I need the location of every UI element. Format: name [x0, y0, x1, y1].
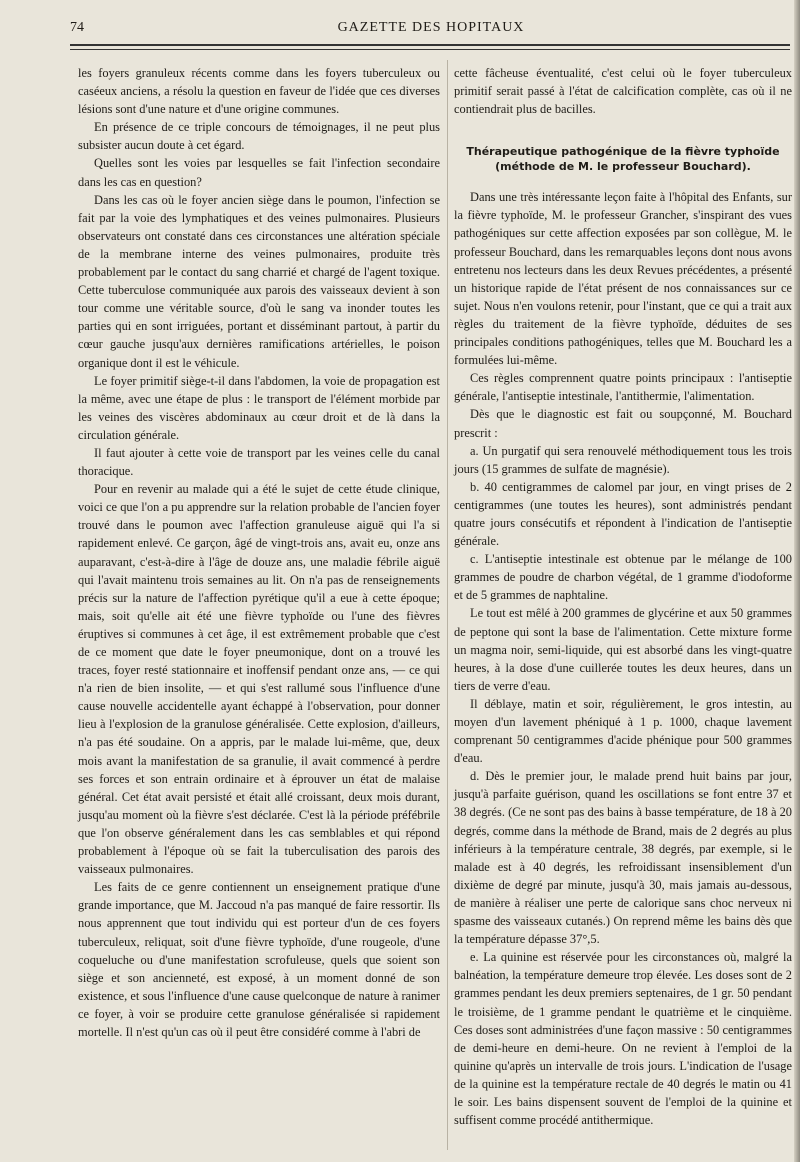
right-column [454, 64, 792, 1129]
paragraph: Pour en revenir au malade qui a été le sujet de cette étude clinique, voici ce que l'on a pu apprendre sur la relation probable de l'ancien foyer trouvé dans le poumon avec l'affection granuleuse aiguë qui l'a si rapidement enlevé. Ce garçon, âgé de vingt-trois ans, avait eu, onze ans auparavant, c'est-à-dire à l'âge de douze ans, une maladie fébrile aiguë qui l'avait maintenu trois semaines au lit. On n'a pas de renseignements précis sur la nature de l'affection pyrétique qu'il a eue à cette époque; mais, soit qu'elle ait été une fièvre typhoïde ou l'une des fièvres éruptives si communes à cet âge, il est extrêmement probable que c'est de ce moment que date le foyer pneumonique, dont on a trouvé les traces, foyer resté stationnaire et inoffensif pendant onze ans, — ce qui n'a rien de bien insolite, — et qui s'est rallumé sous l'influence d'une cause nouvelle accidentelle ayant échappé à l'observation, pour donner lieu à l'explosion de la granulose généralisée. Cette explosion, d'ailleurs, n'a pas été soudaine. On a appris, par le malade lui-même, que, deux mois avant la manifestation de sa granulie, il avait commencé à perdre ses forces et son entrain ordinaire et à éprouver un état de malaise général. Cet état avait persisté et était allé croissant, deux mois durant, jusqu'au moment où la fièvre s'est déclarée. C'est là la période préfébrile que l'on observe généralement dans les cas semblables et qui répond probablement à l'époque où se fait la tuberculisation des parois des vaisseaux pulmonaires. [78, 482, 440, 877]
publication-title: GAZETTE DES HOPITAUX [337, 20, 525, 35]
paragraph: Le tout est mêlé à 200 grammes de glycérine et aux 50 grammes de peptone qui sont la base de l'alimentation. Cette mixture forme un magma noir, semi-liquide, qui est absorbé dans les vingt-quatre heures, à la dose d'une cuillerée toutes les deux heures, dans un tiers de verre d'eau. [454, 606, 792, 693]
paragraph: Il faut ajouter à cette voie de transport par les veines celle du canal thoracique. [78, 445, 440, 479]
section-title [454, 144, 792, 174]
paragraph: les foyers granuleux récents comme dans les foyers tuberculeux ou caséeux anciens, a résolu la question en faveur de l'idée que ces diverses lésions sont d'une nature et d'une origine communes. [78, 66, 440, 117]
paragraph: En présence de ce triple concours de témoignages, il ne peut plus subsister aucun doute à cet égard. [78, 120, 440, 153]
paragraph: Dès que le diagnostic est fait ou soupçonné, M. Bouchard prescrit : [454, 407, 792, 440]
paragraph: Il déblaye, matin et soir, régulièrement, le gros intestin, au moyen d'un lavement phéniqué à 1 p. 1000, chaque lavement comprenant 50 centigrammes d'acide phénique pour 500 grammes d'eau. [454, 696, 792, 766]
column-divider [447, 60, 448, 1150]
paragraph: Ces règles comprennent quatre points principaux : l'antiseptie générale, l'antiseptie intestinale, l'antithermie, l'alimentation. [454, 371, 792, 404]
paragraph: cette fâcheuse éventualité, c'est celui où le foyer tuberculeux primitif serait passé à l'état de calcification complète, cas où il ne contiendrait plus de bacilles. [454, 66, 792, 117]
page-binding-edge [794, 0, 800, 1162]
paragraph: Le foyer primitif siège-t-il dans l'abdomen, la voie de propagation est la même, avec une étape de plus : le transport de l'élément morbide par les veines des viscères abdominaux au cœur droit et de là dans la circulation générale. [78, 373, 440, 442]
header-rule [70, 44, 790, 46]
page-header [70, 14, 792, 42]
paragraph: Dans les cas où le foyer ancien siège dans le poumon, l'infection se fait par la voie des lymphatiques et des veines pulmonaires. Plusieurs observateurs ont constaté dans ces circonstances une altération spéciale de la membrane interne des veines pulmonaires, produite très probablement par le contact du sang charrié et chargé de l'agent toxique. Cette tuberculose communiquée aux parois des vaisseaux devient à son tour comme une véritable source, d'où le sang va inonder toutes les parties qui en sont irriguées, portant et disséminant partout, à partir du cœur gauche jusqu'aux dernières ramifications artérielles, le poison organique dont il est le véhicule. [78, 192, 440, 370]
paragraph: Les faits de ce genre contiennent un enseignement pratique d'une grande importance, que M. Jaccoud n'a pas manqué de faire ressortir. Ils nous apprennent que tout individu qui est porteur d'un de ces foyers tuberculeux, reliquat, soit d'une fièvre typhoïde, d'une rougeole, d'une coqueluche ou d'une manifestation scrofuleuse, quels que soient son siège et son ancienneté, est exposé, à un moment donné de son existence, et sous l'influence d'une cause quelconque de nature à ranimer ce foyer, à voir se produire cette granulose généralisée si rapidement mortelle. Il n'est qu'un cas où il peut être considéré comme à l'abri de [78, 880, 440, 1039]
paragraph: c. L'antiseptie intestinale est obtenue par le mélange de 100 grammes de poudre de charbon végétal, de 1 gramme d'iodoforme et de 5 grammes de naphtaline. [454, 552, 792, 603]
section-subtitle: (méthode de M. le professeur Bouchard). [495, 160, 751, 174]
paragraph: Quelles sont les voies par lesquelles se fait l'infection secondaire dans les cas en question? [78, 156, 440, 189]
header-rule-thin [70, 49, 790, 50]
paragraph: a. Un purgatif qui sera renouvelé méthodiquement tous les trois jours (15 grammes de sulfate de magnésie). [454, 443, 792, 476]
paragraph: e. La quinine est réservée pour les circonstances où, malgré la balnéation, la température demeure trop élevée. Les doses sont de 2 grammes pendant les deux premiers septenaires, de 1 gr. 50 pendant le troisième, de 1 gramme pendant le quatrième et le cinquième. Ces doses sont administrées d'une façon massive : 50 centigrammes de demi-heure en demi-heure. On ne revient à l'emploi de la quinine qu'après un intervalle de trois jours. L'indication de l'usage de la quinine est la température rectale de 40 degrés le matin ou 41 le soir. Les bains dispensent souvent de l'emploi de la quinine et suffisent comme procédé antithermique. [454, 950, 792, 1128]
paragraph: b. 40 centigrammes de calomel par jour, en vingt prises de 2 centigrammes (une toutes les heures), sont administrés pendant quatre jours consécutifs et répondent à l'indication de l'antiseptie générale. [454, 479, 792, 549]
section-title-line: Thérapeutique pathogénique de la fièvre typhoïde [466, 145, 780, 159]
page-number: 74 [70, 20, 84, 35]
paragraph: Dans une très intéressante leçon faite à l'hôpital des Enfants, sur la fièvre typhoïde, M. le professeur Grancher, s'inspirant des vues pathogéniques sur cette affection exposées par son collègue, M. le professeur Bouchard, dans les remarquables leçons dont nous avons entretenu nos lecteurs dans les deux Revues précédentes, a présenté un historique rapide de l'état présent de nos connaissances sur ce sujet. Nous n'en voulons retenir, pour l'instant, que ce qui a trait aux règles du traitement de la fièvre typhoïde, déduites de ses principales conditions pathogéniques, telles que M. Bouchard les a formulées lui-même. [454, 190, 792, 368]
paragraph: d. Dès le premier jour, le malade prend huit bains par jour, jusqu'à parfaite guérison, quand les oscillations se font entre 37 et 38 degrés. (Ce ne sont pas des bains à basse température, de 18 à 20 degrés, comme dans la méthode de Brand, mais de 2 degrés au plus inférieurs à la température centrale, 38 degrés, par exemple, si le malade est à 40 degrés, les refroidissant insensiblement d'un dixième de degré par minute, jusqu'à 30, mais jamais au-dessous, de manière à réaliser une perte de calorique sans choc nerveux ni spasme des vaisseaux cutanés.) On reprend même les bains dès que la température dépasse 37°,5. [454, 769, 792, 947]
left-column [78, 64, 440, 1041]
